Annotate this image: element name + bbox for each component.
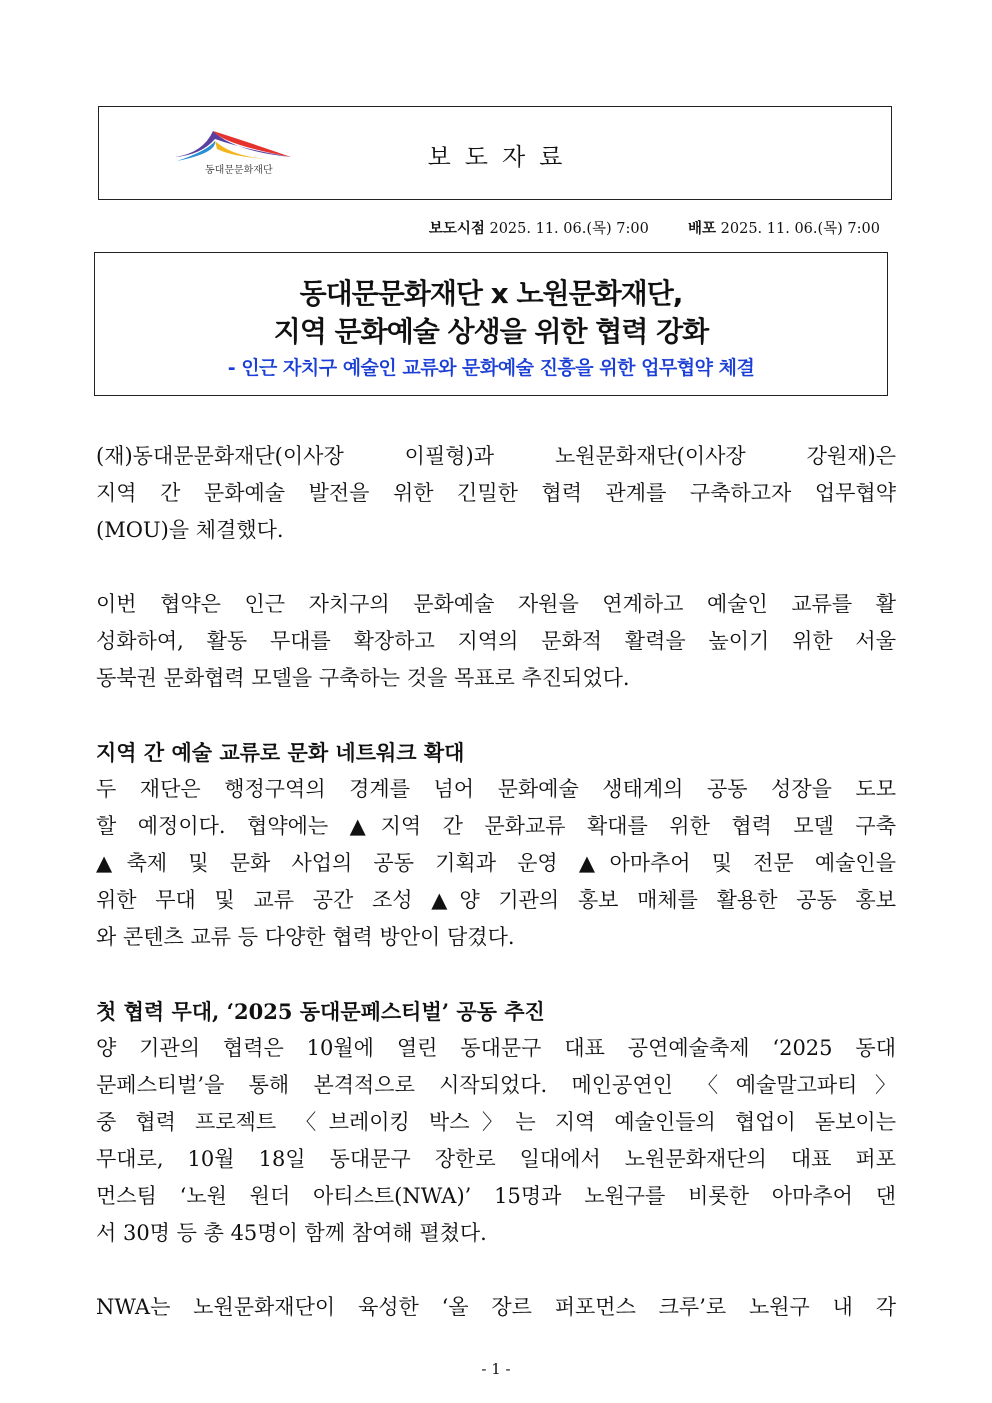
paragraph-festival [96,1030,896,1252]
headline-box [94,252,888,396]
paragraph-line: 동북권 문화협력 모델을 구축하는 것을 목표로 추진되었다. [96,666,630,690]
paragraph-line: NWA는 노원문화재단이 육성한 ‘올 장르 퍼포먼스 크루’로 노원구 내 각 [96,1295,896,1319]
section-heading-network: 지역 간 예술 교류로 문화 네트워크 확대 [96,740,465,765]
headline-subtitle: - 인근 자치구 예술인 교류와 문화예술 진흥을 위한 업무협약 체결 [227,357,755,379]
paragraph-line: 두 재단은 행정구역의 경계를 넘어 문화예술 생태계의 공동 성장을 도모 [96,777,896,801]
paragraph-line: 와 콘텐츠 교류 등 다양한 협력 방안이 담겼다. [96,925,515,949]
article-body [96,438,896,1326]
paragraph-purpose [96,586,896,697]
paragraph-line: 문페스티벌’을 통해 본격적으로 시작되었다. 메인공연인 〈예술말고파티〉 [96,1073,896,1097]
paragraph-line: 무대로, 10월 18일 동대문구 장한로 일대에서 노원문화재단의 대표 퍼포 [96,1147,896,1171]
release-time-label: 보도시점 [428,220,485,237]
paragraph-line: 중 협력 프로젝트 〈브레이킹 박스〉는 지역 예술인들의 협업이 돋보이는 [96,1110,896,1134]
release-time-value: 2025. 11. 06.(목) 7:00 [489,221,649,237]
press-release-label: 보도자료 [427,143,577,171]
headline-line-1: 동대문문화재단 x 노원문화재단, [299,277,683,310]
paragraph-line: 할 예정이다. 협약에는 ▲지역 간 문화교류 확대를 위한 협력 모델 구축 [96,814,896,838]
paragraph-line: 양 기관의 협력은 10월에 열린 동대문구 대표 공연예술축제 ‘2025 동대 [96,1036,896,1060]
section-heading-festival: 첫 협력 무대, ‘2025 동대문페스티벌’ 공동 추진 [96,999,545,1024]
paragraph-line: (재)동대문문화재단(이사장 이필형)과 노원문화재단(이사장 강원재)은 [96,444,896,468]
paragraph-line: ▲축제 및 문화 사업의 공동 기획과 운영 ▲아마추어 및 전문 예술인을 [96,851,896,875]
paragraph-line: 지역 간 문화예술 발전을 위한 긴밀한 협력 관계를 구축하고자 업무협약 [96,481,896,505]
paragraph-line: 성화하여, 활동 무대를 확장하고 지역의 문화적 활력을 높이기 위한 서울 [96,629,896,653]
paragraph-line: 서 30명 등 총 45명이 함께 참여해 펼쳤다. [96,1221,487,1245]
paragraph-line: 먼스팀 ‘노원 원더 아티스트(NWA)’ 15명과 노원구를 비롯한 아마추어 댄 [96,1184,896,1208]
paragraph-line: 위한 무대 및 교류 공간 조성 ▲양 기관의 홍보 매체를 활용한 공동 홍보 [96,888,896,912]
logo-wordmark: 동대문문화재단 [205,165,273,176]
distribution-label: 배포 [688,220,717,237]
paragraph-line: 이번 협약은 인근 자치구의 문화예술 자원을 연계하고 예술인 교류를 활 [96,592,896,616]
paragraph-network [96,771,896,956]
distribution-value: 2025. 11. 06.(목) 7:00 [720,221,880,237]
paragraph-nwa [96,1289,896,1326]
paragraph-line: (MOU)을 체결했다. [96,518,284,542]
paragraph-intro [96,438,896,549]
press-header-box [98,106,892,200]
headline-line-2: 지역 문화예술 상생을 위한 협력 강화 [273,315,709,348]
page-number: - 1 - [481,1360,511,1378]
dateline [429,217,880,238]
